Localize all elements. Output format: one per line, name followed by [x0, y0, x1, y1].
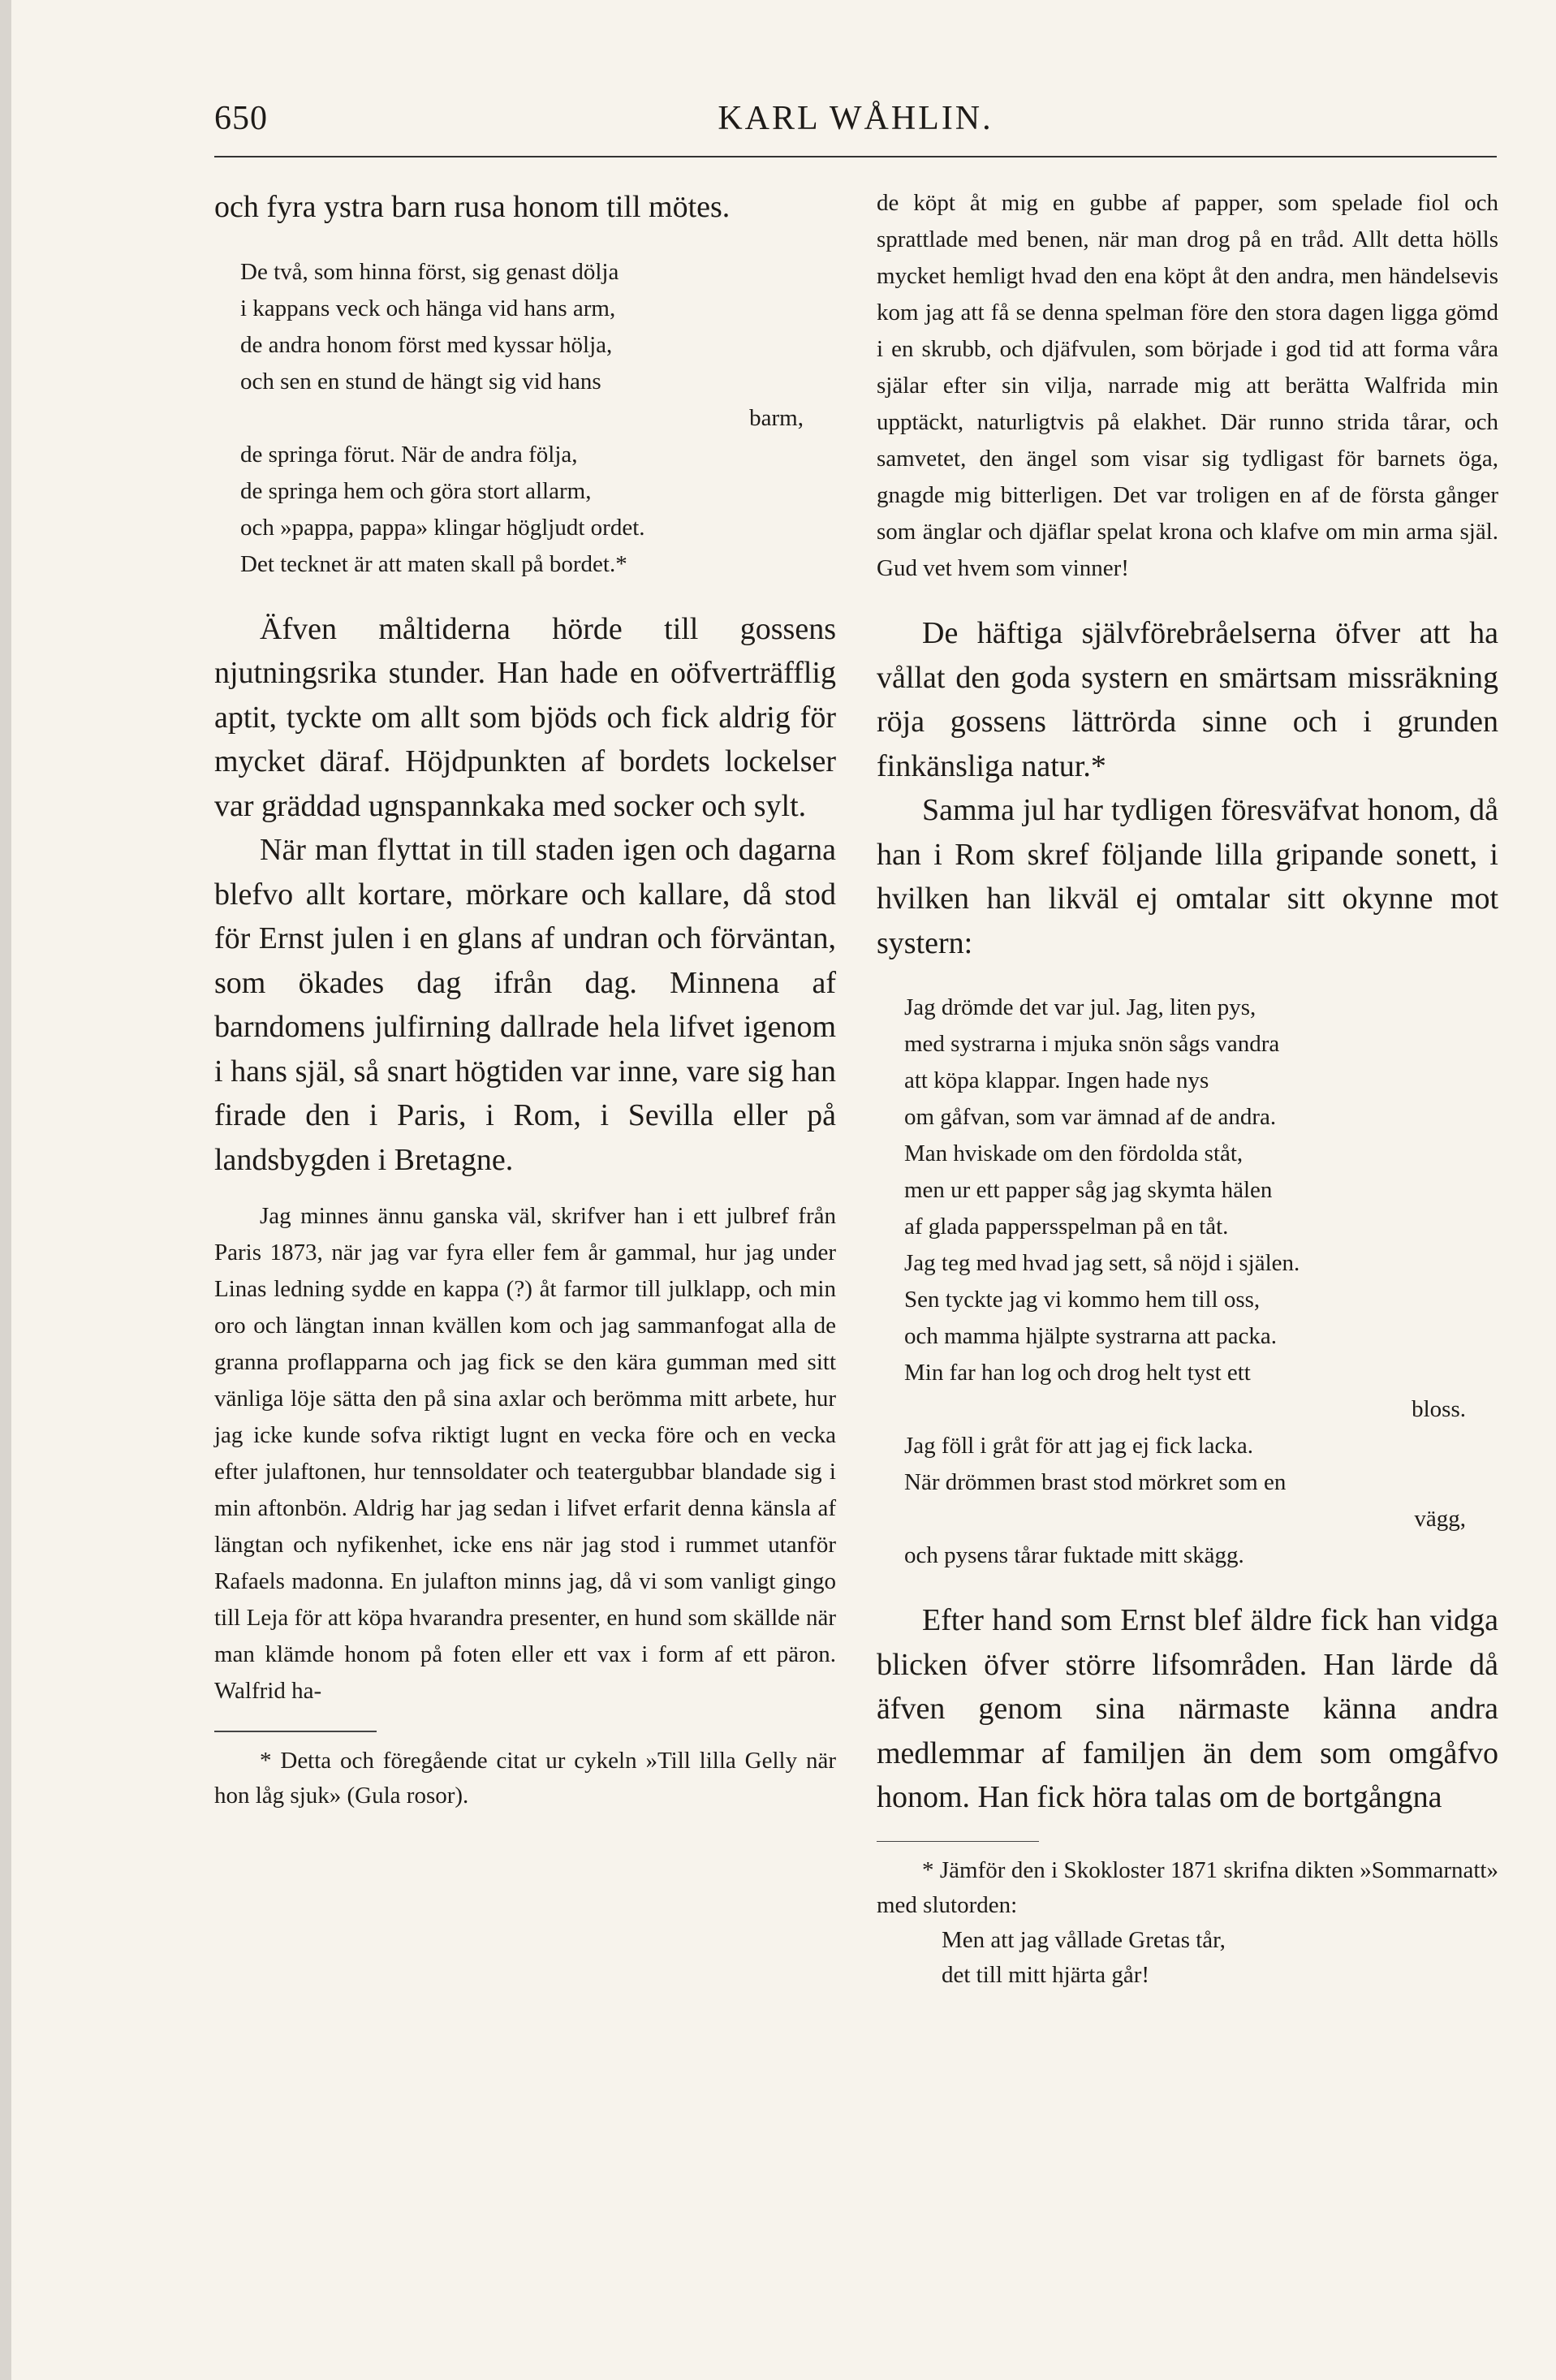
- verse-line: Man hviskade om den fördolda ståt,: [904, 1140, 1244, 1166]
- right-column: [877, 185, 1498, 1993]
- paragraph: Efter hand som Ernst blef äldre fick han vidga blicken öfver större lifsområden. Han lärde då äfven genom sina närmaste känna andra medlemmar af familjen än dem som omgåfvo honom. Han fick höra talas om de bortgångna: [877, 1603, 1498, 1814]
- header-rule: [214, 156, 1497, 157]
- verse-line: om gåfvan, som var ämnad af de andra.: [904, 1104, 1277, 1130]
- footnote-rule: [214, 1731, 377, 1732]
- page-header: [214, 91, 1497, 156]
- verse-line-overflow: vägg,: [1414, 1506, 1466, 1532]
- footnote: * Detta och föregående citat ur cykeln »Till lilla Gelly när hon låg sjuk» (Gula rosor).: [214, 1747, 836, 1809]
- verse-line: Min far han log och drog helt tyst ett: [904, 1360, 1251, 1386]
- footnote-verse-line: det till mitt hjärta går!: [942, 1962, 1150, 1988]
- sonnet: [877, 990, 1498, 1574]
- verse-line: och sen en stund de hängt sig vid hans: [240, 368, 601, 395]
- verse-line-overflow: barm,: [749, 404, 804, 431]
- verse-line: i kappans veck och hänga vid hans arm,: [240, 295, 616, 321]
- paragraph: De häftiga självförebråelserna öfver att ha vållat den goda systern en smärtsam missräkning röja gossens lättrörda sinne och i grunden finkänsliga natur.*: [877, 616, 1498, 783]
- verse-line: af glada pappersspelman på en tåt.: [904, 1214, 1229, 1240]
- verse-line: Jag föll i gråt för att jag ej fick lacka.: [904, 1433, 1253, 1459]
- verse-line: de andra honom först med kyssar hölja,: [240, 331, 613, 358]
- verse-line: men ur ett papper såg jag skymta hälen: [904, 1177, 1273, 1203]
- footnote: [877, 1853, 1498, 1993]
- paragraph: När man flyttat in till staden igen och dagarna blefvo allt kortare, mörkare och kallare, då stod för Ernst julen i en glans af undran och förväntan, som ökades dag ifrån dag. Minnena af barndomens julfirning dallrade hela lifvet igenom i hans själ, så snart högtiden var inne, vare sig han firade den i Paris, i Rom, i Sevilla eller på landsbygden i Bretagne.: [214, 833, 836, 1177]
- quoted-letter-continued: de köpt åt mig en gubbe af papper, som spelade fiol och sprattlade med benen, när man drog på en tråd. Allt detta hölls mycket hemligt hvad den ena köpt åt den andra, men händelsevis kom jag att få se denna spelman före den stora dagen ligga gömd i en skrubb, och djäfvulen, som började i god tid att forma våra själar efter sin vilja, narrade mig att berätta Walfrida min upptäckt, naturligtvis på elakhet. Där runno strida tårar, och samvetet, den ängel som visar sig tydligast för barnets öga, gnagde mig bitterligen. Det var troligen en af de första gånger som änglar och djäflar spelat krona och klafve om min arma själ. Gud vet hvem som vinner!: [877, 190, 1498, 581]
- verse-line: Jag drömde det var jul. Jag, liten pys,: [904, 994, 1256, 1020]
- verse-line: Sen tyckte jag vi kommo hem till oss,: [904, 1287, 1261, 1313]
- verse-line: att köpa klappar. Ingen hade nys: [904, 1067, 1209, 1093]
- footnote-text: * Jämför den i Skokloster 1871 skrifna dikten »Sommarnatt» med slutorden:: [877, 1857, 1498, 1918]
- verse-line: De två, som hinna först, sig genast dölja: [240, 258, 619, 285]
- page-edge: [0, 0, 11, 2380]
- verse-line: och »pappa, pappa» klingar högljudt ordet.: [240, 514, 645, 541]
- verse-line: de springa hem och göra stort allarm,: [240, 477, 592, 504]
- verse-line: När drömmen brast stod mörkret som en: [904, 1469, 1287, 1495]
- left-column: [214, 185, 836, 1813]
- paragraph: Samma jul har tydligen föresväfvat honom, då han i Rom skref följande lilla gripande sonett, i hvilken han likväl ej omtalar sitt okynne mot systern:: [877, 793, 1498, 960]
- running-title: KARL WÅHLIN.: [718, 100, 994, 137]
- verse-line: de springa förut. När de andra följa,: [240, 441, 578, 468]
- verse-line: Jag teg med hvad jag sett, så nöjd i själen.: [904, 1250, 1300, 1276]
- page-number: 650: [214, 100, 268, 137]
- footnote-verse-line: Men att jag vållade Gretas tår,: [942, 1927, 1226, 1953]
- quoted-letter: Jag minnes ännu ganska väl, skrifver han i ett julbref från Paris 1873, när jag var fyra eller fem år gammal, hur jag under Linas ledning sydde en kappa (?) åt farmor till julklapp, och min oro och längtan innan kvällen kom och jag sammanfogat alla de granna proflapparna och jag fick se den kära gumman med sitt vänliga löje sätta den på sina axlar och berömma mitt arbete, hur jag icke kunde sofva riktigt lugnt en vecka före och en vecka efter julaftonen, hur tennsoldater och teatergubbar blandade sig i min aftonbön. Aldrig har jag sedan i lifvet erfarit denna känsla af längtan och nyfikenhet, icke ens när jag stod i rummet utanför Rafaels madonna. En julafton minns jag, då vi som vanligt gingo till Leja för att köpa hvarandra presenter, en hund som skällde när man klämde honom på foten eller ett vax i form af ett päron. Walfrid ha-: [214, 1203, 836, 1704]
- verse-line: med systrarna i mjuka snön sågs vandra: [904, 1031, 1280, 1057]
- verse-line: Det tecknet är att maten skall på bordet.*: [240, 550, 627, 577]
- paragraph: Äfven måltiderna hörde till gossens njutningsrika stunder. Han hade en oöfverträfflig aptit, tyckte om allt som bjöds och fick aldrig för mycket däraf. Höjdpunkten af bordets lockelser var gräddad ugnspannkaka med socker och sylt.: [214, 611, 836, 823]
- verse-line: och pysens tårar fuktade mitt skägg.: [904, 1542, 1244, 1568]
- verse-line-overflow: bloss.: [1412, 1396, 1466, 1422]
- verse-line: och mamma hjälpte systrarna att packa.: [904, 1323, 1277, 1349]
- verse-quote: [214, 254, 836, 583]
- footnote-rule: [877, 1841, 1039, 1843]
- paragraph: och fyra ystra barn rusa honom till mötes.: [214, 190, 731, 224]
